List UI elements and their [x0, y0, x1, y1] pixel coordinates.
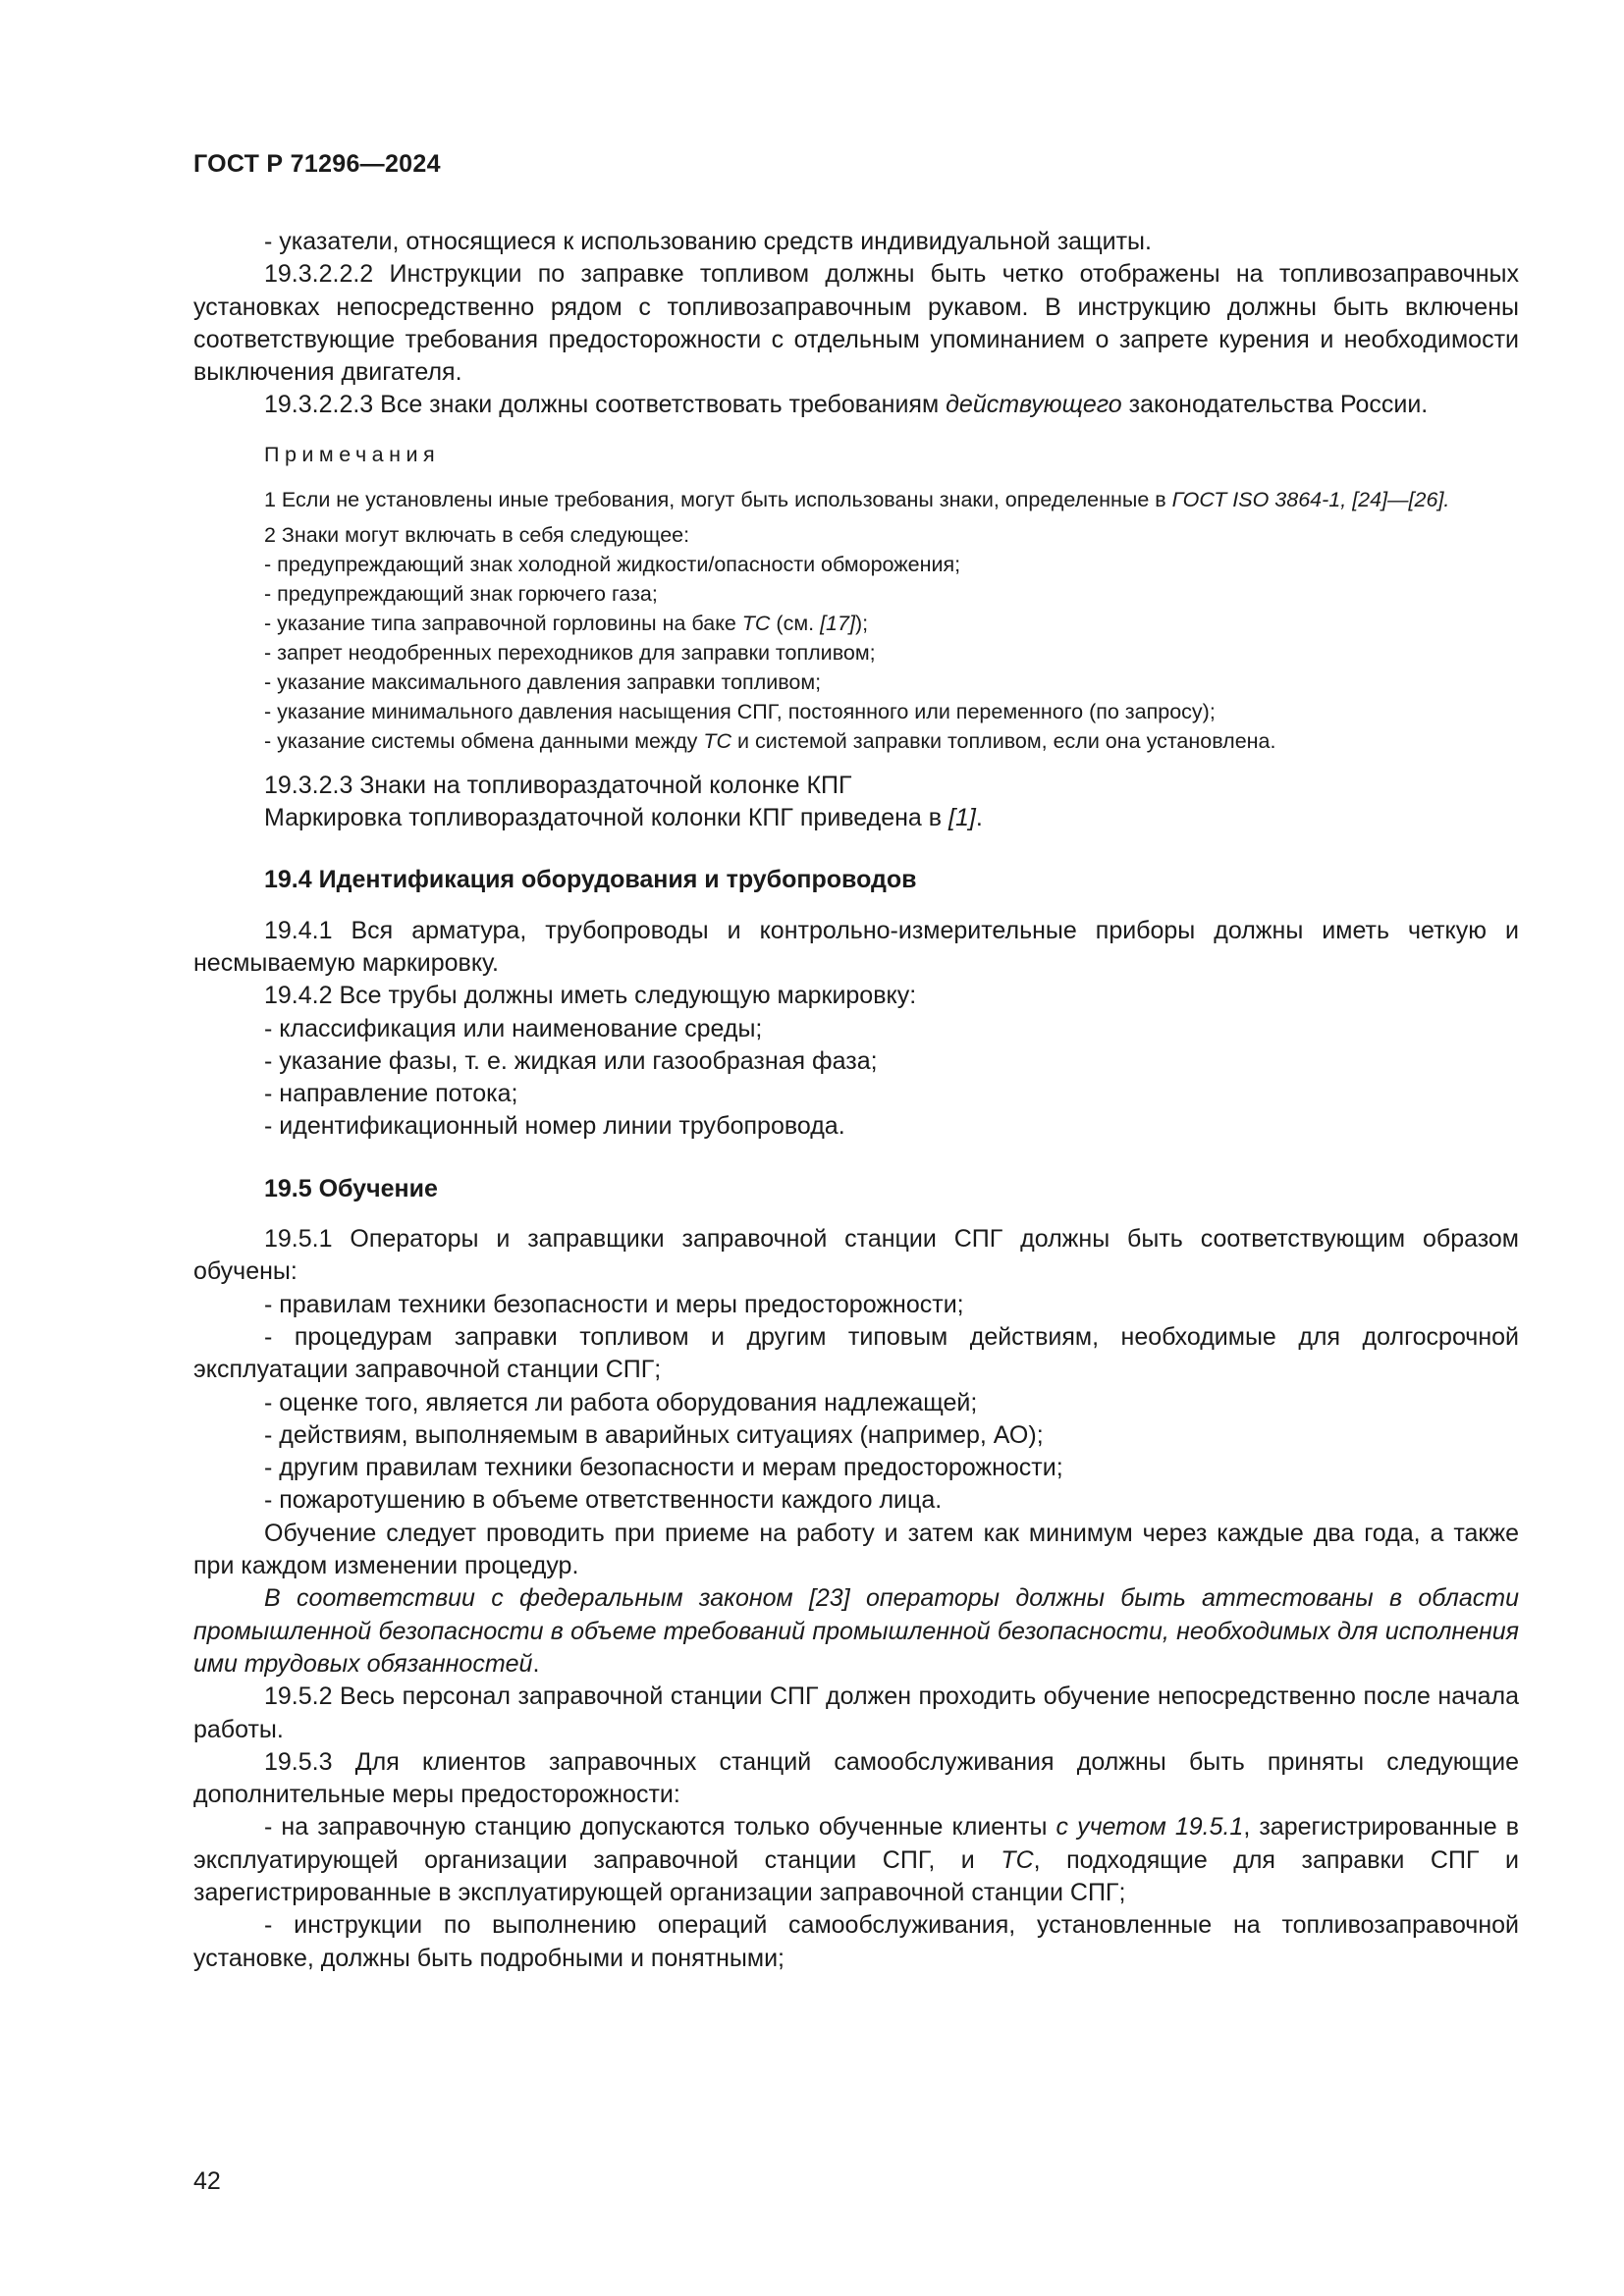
text-run: Маркировка топливораздаточной колонки КПГ приведена в [264, 804, 949, 832]
italic-run: ТС [703, 728, 732, 753]
notes-block [193, 485, 1519, 756]
italic-run: В соответствии с федеральным законом [23] операторы должны быть аттестованы в области промышленной безопасности в объеме требований промышленной безопасности, необходимых для исполнения ими трудовых обязанностей [193, 1584, 1519, 1678]
page-number: 42 [193, 2167, 221, 2195]
text-run: и системой заправки топливом, если она установлена. [731, 728, 1276, 753]
note-2-item: - предупреждающий знак горючего газа; [264, 581, 658, 606]
note-1-reference: ГОСТ ISO 3864-1, [24]—[26]. [1171, 487, 1450, 511]
note-2-item: - указание минимального давления насыщения СПГ, постоянного или переменного (по запросу); [264, 699, 1216, 723]
list-item: - другим правилам техники безопасности и мерам предосторожности; [264, 1454, 1063, 1482]
list-item: - пожаротушению в объеме ответственности каждого лица. [264, 1486, 943, 1515]
italic-run: с учетом 19.5.1 [1056, 1813, 1244, 1842]
list-item: - направление потока; [264, 1080, 518, 1108]
text-run: - указание системы обмена данными между [264, 728, 704, 753]
note-2-item [193, 609, 1519, 638]
text-run: . [975, 804, 983, 832]
paragraph-19-3-2-2-3 [193, 389, 1519, 421]
text-run: , зарегистрированные в эксплуатирующей организации заправочной станции СПГ, и [193, 1813, 1519, 1874]
text-run: , подходящие для заправки СПГ и зарегистрированные в эксплуатирующей организации заправочной станции СПГ; [193, 1845, 1519, 1906]
text-run: - на заправочную станцию допускаются только обученные клиенты [264, 1813, 1056, 1842]
list-item [193, 1811, 1519, 1909]
text-run: законодательства России. [1121, 391, 1429, 419]
paragraph-19-3-2-3-text [193, 802, 1519, 834]
text-run: 19.3.2.2.3 Все знаки должны соответствовать требованиям [264, 391, 947, 419]
italic-run: ТС [741, 611, 771, 635]
paragraph-19-5-1: 19.5.1 Операторы и заправщики заправочной станции СПГ должны быть соответствующим образом обучены: [193, 1225, 1519, 1286]
list-item: - оценке того, является ли работа оборудования надлежащей; [264, 1388, 978, 1416]
paragraph-19-4-2: 19.4.2 Все трубы должны иметь следующую маркировку: [264, 982, 917, 1010]
list-item: - правилам техники безопасности и меры предосторожности; [264, 1290, 964, 1318]
notes-title: Примечания [264, 442, 441, 466]
section-heading-19-4: 19.4 Идентификация оборудования и трубопроводов [264, 866, 917, 894]
paragraph-19-4-1: 19.4.1 Вся арматура, трубопроводы и контрольно-измерительные приборы должны иметь четкую и несмываемую маркировку. [193, 916, 1519, 977]
list-item: - процедурам заправки топливом и другим типовым действиям, необходимые для долгосрочной эксплуатации заправочной станции СПГ; [193, 1322, 1519, 1384]
paragraph-training-frequency: Обучение следует проводить при приеме на работу и затем как минимум через каждые два года, а также при каждом изменении процедур. [193, 1519, 1519, 1580]
document-body [193, 226, 1519, 1975]
document-header-code: ГОСТ Р 71296—2024 [193, 150, 441, 178]
paragraph-19-5-2: 19.5.2 Весь персонал заправочной станции СПГ должен проходить обучение непосредственно после начала работы. [193, 1682, 1519, 1743]
paragraph-federal-law [193, 1582, 1519, 1681]
paragraph-19-3-2-2-2: 19.3.2.2.2 Инструкции по заправке топливом должны быть четко отображены на топливозаправочных установках непосредственно рядом с топливозаправочным рукавом. В инструкцию должны быть включены соответствующие требования предосторожности с отдельным упоминанием о запрете курения и необходимости выключения двигателя. [193, 260, 1519, 387]
text-run: ); [854, 611, 869, 635]
list-item: - указание фазы, т. е. жидкая или газообразная фаза; [264, 1046, 878, 1075]
text-run: . [532, 1649, 540, 1678]
list-item: - идентификационный номер линии трубопровода. [264, 1112, 845, 1141]
list-item: - действиям, выполняемым в аварийных ситуациях (например, АО); [264, 1420, 1044, 1449]
reference-link: [17] [820, 611, 855, 635]
list-item: - классификация или наименование среды; [264, 1014, 763, 1042]
section-heading-19-5: 19.5 Обучение [264, 1174, 438, 1202]
reference-link: [1] [948, 804, 976, 832]
italic-run: ТС [1001, 1845, 1034, 1874]
note-2-item: - запрет неодобренных переходников для заправки топливом; [264, 640, 876, 665]
paragraph-ppe-signs: - указатели, относящиеся к использованию средств индивидуальной защиты. [264, 228, 1152, 255]
paragraph-19-5-3: 19.5.3 Для клиентов заправочных станций самообслуживания должны быть приняты следующие дополнительные меры предосторожности: [193, 1747, 1519, 1809]
note-2-intro: 2 Знаки могут включать в себя следующее: [264, 522, 690, 547]
text-run: - указание типа заправочной горловины на баке [264, 611, 742, 635]
note-2-item: - предупреждающий знак холодной жидкости/опасности обморожения; [264, 552, 961, 576]
note-2-item: - указание максимального давления заправки топливом; [264, 669, 822, 694]
note-1 [193, 485, 1519, 514]
paragraph-19-3-2-3-title: 19.3.2.3 Знаки на топливораздаточной колонке КПГ [264, 771, 852, 799]
text-run: (см. [770, 611, 821, 635]
italic-run: действующего [946, 391, 1122, 419]
note-2-item [193, 726, 1519, 756]
list-item: - инструкции по выполнению операций самообслуживания, установленные на топливозаправочной установке, должны быть подробными и понятными; [193, 1911, 1519, 1972]
text-run: 1 Если не установлены иные требования, могут быть использованы знаки, определенные в [264, 487, 1172, 511]
